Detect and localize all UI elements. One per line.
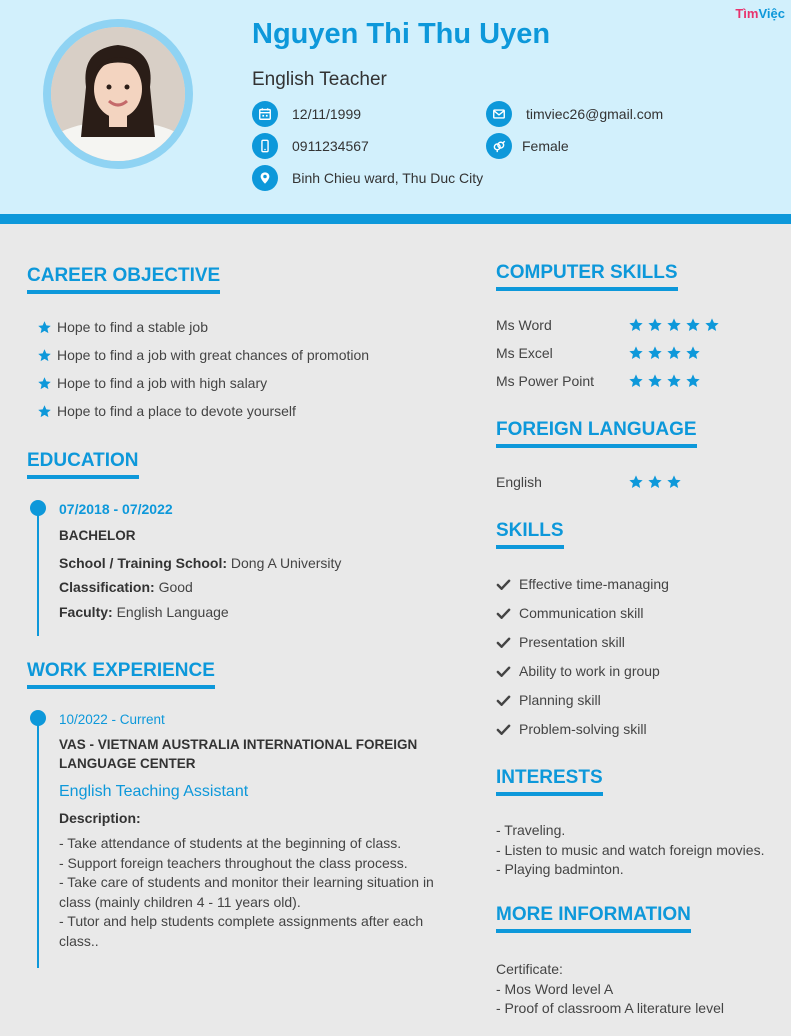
education-heading: EDUCATION (27, 450, 139, 479)
skill-item: Communication skill (496, 605, 643, 621)
rating-stars (628, 373, 701, 389)
star-icon (685, 345, 701, 361)
avatar (43, 19, 193, 169)
star-icon (666, 474, 682, 490)
more-info-line: - Proof of classroom A literature level (496, 1000, 724, 1016)
check-icon (496, 722, 511, 737)
gender-icon (486, 133, 512, 159)
education-faculty: Faculty: English Language (59, 604, 229, 620)
interest-line: - Traveling. (496, 822, 566, 838)
check-icon (496, 606, 511, 621)
star-icon (37, 404, 52, 419)
work-description-line: class (mainly children 4 - 11 years old). (59, 893, 301, 910)
star-icon (666, 345, 682, 361)
star-icon (685, 317, 701, 333)
star-icon (628, 373, 644, 389)
star-icon (647, 373, 663, 389)
phone-icon (252, 133, 278, 159)
star-icon (628, 317, 644, 333)
star-icon (647, 345, 663, 361)
email-value: timviec26@gmail.com (526, 106, 664, 122)
skills-heading: SKILLS (496, 520, 564, 549)
career-objective-heading: CAREER OBJECTIVE (27, 265, 220, 294)
skill-item: Presentation skill (496, 634, 625, 650)
rating-stars (628, 345, 701, 361)
skill-item: Effective time-managing (496, 576, 669, 592)
header-accent-bar (0, 214, 791, 224)
work-description-line: - Support foreign teachers throughout the class process. (59, 854, 408, 871)
gender-value: Female (522, 138, 569, 154)
interest-line: - Listen to music and watch foreign movies. (496, 841, 765, 858)
foreign-language-heading: FOREIGN LANGUAGE (496, 419, 697, 448)
candidate-name: Nguyen Thi Thu Uyen (252, 18, 551, 50)
avatar-photo (51, 27, 185, 161)
education-school: School / Training School: Dong A University (59, 555, 342, 571)
phone-info (252, 133, 369, 159)
envelope-icon (486, 101, 512, 127)
job-title: English Teacher (252, 69, 387, 90)
work-position: English Teaching Assistant (59, 783, 249, 800)
check-icon (496, 664, 511, 679)
check-icon (496, 577, 511, 592)
skill-item: Problem-solving skill (496, 721, 647, 737)
more-information-heading: MORE INFORMATION (496, 904, 691, 933)
star-icon (647, 317, 663, 333)
education-timeline (37, 508, 39, 636)
computer-skill-name: Ms Word (496, 317, 552, 333)
birthday-value: 12/11/1999 (292, 106, 362, 122)
career-objective-item: Hope to find a job with great chances of promotion (37, 347, 369, 363)
work-description-line: - Tutor and help students complete assignments after each (59, 913, 424, 929)
company-name-line1: VAS - VIETNAM AUSTRALIA INTERNATIONAL FOREIGN (59, 737, 418, 752)
computer-skill-name: Ms Power Point (496, 373, 595, 389)
star-icon (628, 474, 644, 490)
interest-line: - Playing badminton. (496, 861, 624, 877)
star-icon (37, 320, 52, 335)
email-info (486, 101, 663, 127)
star-icon (37, 348, 52, 363)
calendar-icon (252, 101, 278, 127)
language-name: English (496, 474, 542, 490)
career-objective-item: Hope to find a place to devote yourself (37, 403, 296, 419)
phone-value: 0911234567 (292, 138, 369, 154)
education-period: 07/2018 - 07/2022 (59, 501, 173, 517)
interests-heading: INTERESTS (496, 767, 603, 796)
birthday-info (252, 101, 361, 127)
check-icon (496, 635, 511, 650)
more-info-line: - Mos Word level A (496, 980, 614, 997)
work-timeline (37, 718, 39, 968)
rating-stars (628, 317, 720, 333)
skill-item: Planning skill (496, 692, 601, 708)
skill-item: Ability to work in group (496, 663, 660, 679)
star-icon (685, 373, 701, 389)
work-description-label: Description: (59, 810, 141, 826)
address-value: Binh Chieu ward, Thu Duc City (292, 170, 484, 186)
address-info (252, 165, 483, 191)
timeline-dot (30, 710, 46, 726)
check-icon (496, 693, 511, 708)
career-objective-item: Hope to find a stable job (37, 319, 208, 335)
company-name-line2: LANGUAGE CENTER (59, 756, 196, 771)
timviec-logo: TìmViệc (735, 6, 785, 21)
career-objective-item: Hope to find a job with high salary (37, 375, 267, 391)
computer-skill-name: Ms Excel (496, 345, 553, 361)
star-icon (647, 474, 663, 490)
location-pin-icon (252, 165, 278, 191)
star-icon (666, 317, 682, 333)
rating-stars (628, 474, 682, 490)
star-icon (628, 345, 644, 361)
work-period: 10/2022 - Current (59, 712, 165, 727)
work-description-line: class.. (59, 932, 99, 949)
more-info-line: Certificate: (496, 961, 563, 977)
work-description-line: - Take attendance of students at the beginning of class. (59, 835, 402, 851)
star-icon (666, 373, 682, 389)
education-degree: BACHELOR (59, 528, 136, 543)
gender-info (486, 133, 569, 159)
star-icon (37, 376, 52, 391)
computer-skills-heading: COMPUTER SKILLS (496, 262, 678, 291)
education-classification: Classification: Good (59, 579, 193, 595)
star-icon (704, 317, 720, 333)
timeline-dot (30, 500, 46, 516)
work-description-line: - Take care of students and monitor their learning situation in (59, 874, 434, 890)
work-experience-heading: WORK EXPERIENCE (27, 660, 215, 689)
